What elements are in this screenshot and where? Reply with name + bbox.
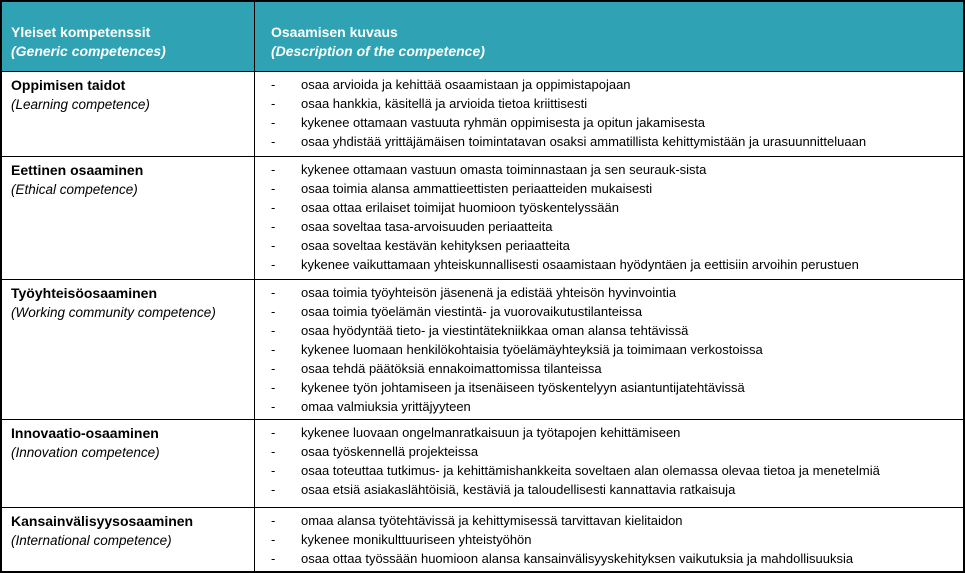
bullet-item (255, 179, 959, 198)
competence-name-cell (2, 420, 255, 507)
competence-name-en: (International competence) (11, 533, 172, 548)
competence-name-fi: Oppimisen taidot (11, 77, 126, 93)
bullet-item (255, 480, 959, 499)
bullet-item (255, 511, 959, 530)
competence-description-cell (255, 420, 963, 507)
header-title-en: (Description of the competence) (271, 43, 485, 59)
bullet-dash: - (271, 463, 276, 478)
bullet-text: kykenee monikulttuuriseen yhteistyöhön (301, 532, 532, 547)
bullet-text: omaa alansa työtehtävissä ja kehittymisessä tarvittavan kielitaidon (301, 513, 683, 528)
competence-name-fi: Eettinen osaaminen (11, 162, 144, 178)
table-row (2, 279, 963, 419)
competence-description-cell (255, 280, 963, 419)
bullet-text: osaa arvioida ja kehittää osaamistaan ja oppimistapojaan (301, 77, 631, 92)
bullet-text: osaa hankkia, käsitellä ja arvioida tietoa kriittisesti (301, 96, 588, 111)
bullet-dash: - (271, 200, 276, 215)
bullet-text: osaa hyödyntää tieto- ja viestintätekniikkaa oman alansa tehtävissä (301, 323, 689, 338)
bullet-dash: - (271, 115, 276, 130)
bullet-item (255, 378, 959, 397)
bullet-dash: - (271, 77, 276, 92)
bullet-text: osaa ottaa erilaiset toimijat huomioon työskentelyssään (301, 200, 619, 215)
bullet-dash: - (271, 342, 276, 357)
table-header-row (2, 2, 963, 71)
bullet-item (255, 75, 959, 94)
table-row (2, 419, 963, 507)
bullet-item (255, 217, 959, 236)
bullet-text: kykenee luomaan henkilökohtaisia työelämäyhteyksiä ja toimimaan verkostoissa (301, 342, 763, 357)
bullet-list (255, 75, 959, 151)
bullet-item (255, 236, 959, 255)
bullet-dash: - (271, 238, 276, 253)
bullet-text: osaa toteuttaa tutkimus- ja kehittämishankkeita soveltaen alan olemassa olevaa tietoa ja menetelmiä (301, 463, 880, 478)
header-title-en: (Generic competences) (11, 42, 166, 59)
bullet-item (255, 94, 959, 113)
bullet-dash: - (271, 425, 276, 440)
bullet-dash: - (271, 532, 276, 547)
bullet-dash: - (271, 513, 276, 528)
competence-name-cell (2, 157, 255, 279)
bullet-text: kykenee ottamaan vastuun omasta toiminnastaan ja sen seurauk-sista (301, 162, 707, 177)
table-row (2, 156, 963, 279)
competence-name-cell (2, 72, 255, 156)
bullet-dash: - (271, 181, 276, 196)
bullet-item (255, 198, 959, 217)
bullet-dash: - (271, 444, 276, 459)
bullet-text: omaa valmiuksia yrittäjyyteen (301, 399, 471, 414)
bullet-item (255, 113, 959, 132)
bullet-item (255, 442, 959, 461)
bullet-list (255, 160, 959, 274)
competence-name-cell (2, 280, 255, 419)
bullet-text: osaa toimia työelämän viestintä- ja vuorovaikutustilanteissa (301, 304, 643, 319)
competence-name-en: (Working community competence) (11, 305, 216, 320)
table-row (2, 507, 963, 571)
header-title-fi: Yleiset kompetenssit (11, 23, 151, 40)
bullet-dash: - (271, 96, 276, 111)
competence-name-fi: Kansainvälisyysosaaminen (11, 513, 194, 529)
competence-name-fi: Innovaatio-osaaminen (11, 425, 159, 441)
bullet-dash: - (271, 482, 276, 497)
bullet-list (255, 423, 959, 499)
bullet-dash: - (271, 361, 276, 376)
bullet-dash: - (271, 551, 276, 566)
bullet-item (255, 283, 959, 302)
bullet-text: osaa toimia työyhteisön jäsenenä ja edistää yhteisön hyvinvointia (301, 285, 677, 300)
bullet-item (255, 530, 959, 549)
header-cell-generic-competences (2, 2, 255, 71)
bullet-item (255, 461, 959, 480)
bullet-text: kykenee vaikuttamaan yhteiskunnallisesti osaamistaan hyödyntäen ja eettisiin arvoihin perustuen (301, 257, 859, 272)
bullet-item (255, 321, 959, 340)
bullet-item (255, 359, 959, 378)
bullet-dash: - (271, 285, 276, 300)
bullet-dash: - (271, 134, 276, 149)
bullet-item (255, 340, 959, 359)
competence-description-cell (255, 157, 963, 279)
bullet-text: osaa soveltaa kestävän kehityksen periaatteita (301, 238, 570, 253)
bullet-dash: - (271, 219, 276, 234)
competence-description-cell (255, 508, 963, 571)
bullet-list (255, 283, 959, 416)
bullet-dash: - (271, 380, 276, 395)
bullet-item (255, 302, 959, 321)
competence-name-en: (Ethical competence) (11, 182, 138, 197)
bullet-text: osaa työskennellä projekteissa (301, 444, 479, 459)
bullet-dash: - (271, 399, 276, 414)
bullet-item (255, 160, 959, 179)
table-body (2, 71, 963, 571)
bullet-dash: - (271, 304, 276, 319)
bullet-item (255, 255, 959, 274)
bullet-text: kykenee ottamaan vastuuta ryhmän oppimisesta ja opitun jakamisesta (301, 115, 705, 130)
bullet-item (255, 549, 959, 568)
bullet-item (255, 397, 959, 416)
bullet-text: osaa ottaa työssään huomioon alansa kansainvälisyyskehityksen vaikutuksia ja mahdollisuuksia (301, 551, 854, 566)
bullet-dash: - (271, 257, 276, 272)
bullet-text: kykenee työn johtamiseen ja itsenäiseen työskentelyyn asiantuntijatehtävissä (301, 380, 745, 395)
bullet-item (255, 423, 959, 442)
competence-name-cell (2, 508, 255, 571)
competence-name-en: (Innovation competence) (11, 445, 160, 460)
competence-description-cell (255, 72, 963, 156)
table-row (2, 71, 963, 156)
bullet-dash: - (271, 162, 276, 177)
bullet-list (255, 511, 959, 568)
competence-name-en: (Learning competence) (11, 97, 150, 112)
bullet-text: osaa tehdä päätöksiä ennakoimattomissa tilanteissa (301, 361, 602, 376)
bullet-text: osaa toimia alansa ammattieettisten periaatteiden mukaisesti (301, 181, 653, 196)
header-title-fi: Osaamisen kuvaus (271, 24, 398, 40)
bullet-text: kykenee luovaan ongelmanratkaisuun ja työtapojen kehittämiseen (301, 425, 681, 440)
bullet-dash: - (271, 323, 276, 338)
competence-name-fi: Työyhteisöosaaminen (11, 285, 158, 301)
bullet-text: osaa yhdistää yrittäjämäisen toimintatavan osaksi ammatillista kehittymistään ja urasuunnitteluaan (301, 134, 867, 149)
bullet-text: osaa etsiä asiakaslähtöisiä, kestäviä ja taloudellisesti kannattavia ratkaisuja (301, 482, 736, 497)
header-cell-description (255, 2, 963, 71)
bullet-item (255, 132, 959, 151)
bullet-text: osaa soveltaa tasa-arvoisuuden periaatteita (301, 219, 553, 234)
